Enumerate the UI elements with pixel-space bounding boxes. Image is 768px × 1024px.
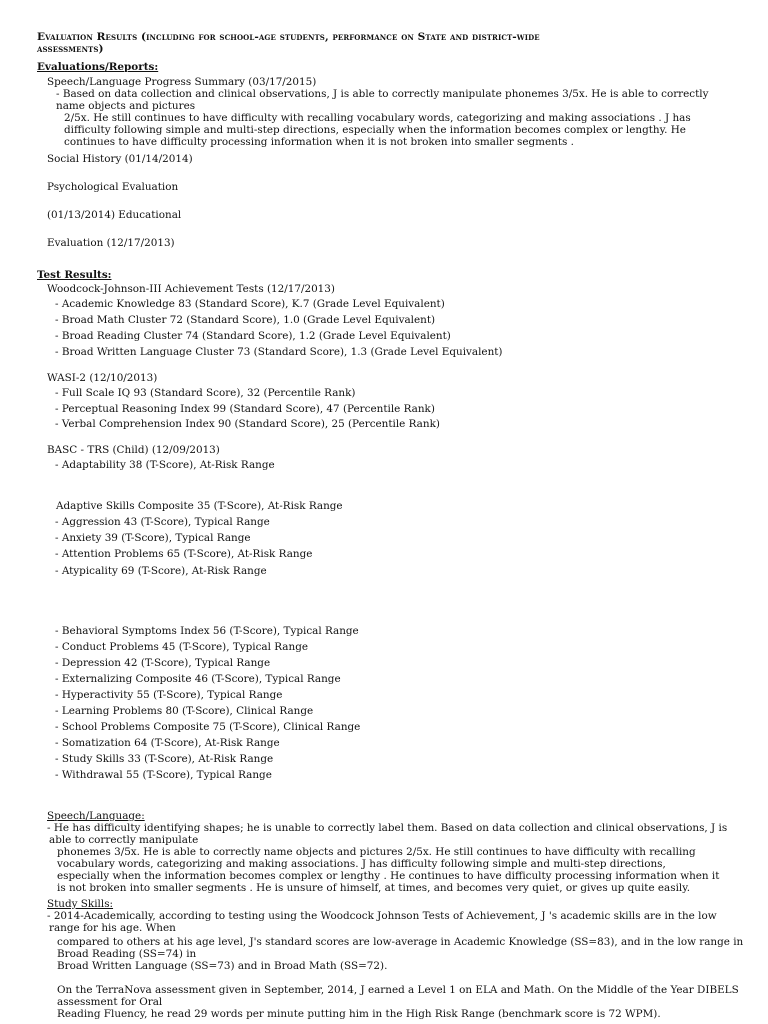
- list-item: - Withdrawal 55 (T-Score), Typical Range: [55, 769, 272, 781]
- terranova-line: assessment for Oral: [57, 996, 163, 1008]
- test-results-title: Test Results:: [37, 269, 112, 281]
- educational-evaluation: (01/13/2014) Educational: [47, 209, 182, 221]
- list-item: - Atypicality 69 (T-Score), At-Risk Range: [55, 565, 267, 577]
- study-skills-line: range for his age. When: [49, 922, 176, 934]
- study-skills-line: Broad Reading (SS=74) in: [57, 948, 197, 960]
- list-item: Adaptive Skills Composite 35 (T-Score), At-Risk Range: [56, 500, 343, 512]
- study-skills-title: Study Skills:: [47, 898, 114, 910]
- list-item: - Externalizing Composite 46 (T-Score), Typical Range: [55, 673, 341, 685]
- speech-language-line: especially when the information becomes complex or lengthy . He continues to have difficulty processing information when it: [57, 870, 720, 882]
- speech-summary-line: difficulty following simple and multi-step directions, especially when the information becomes complex or lengthy. He: [64, 124, 686, 136]
- psychological-evaluation: Psychological Evaluation: [47, 181, 179, 193]
- list-item: - Broad Reading Cluster 74 (Standard Score), 1.2 (Grade Level Equivalent): [55, 330, 451, 342]
- speech-language-line: able to correctly manipulate: [49, 834, 199, 846]
- study-skills-line: Broad Written Language (SS=73) and in Broad Math (SS=72).: [57, 960, 388, 972]
- list-item: - Conduct Problems 45 (T-Score), Typical Range: [55, 641, 308, 653]
- evaluation-date: Evaluation (12/17/2013): [47, 237, 175, 249]
- list-item: - Adaptability 38 (T-Score), At-Risk Range: [55, 459, 275, 471]
- speech-language-line: vocabulary words, categorizing and making associations. J has difficulty following simple and multi-step directions,: [57, 858, 666, 870]
- list-item: - Perceptual Reasoning Index 99 (Standard Score), 47 (Percentile Rank): [55, 403, 435, 415]
- list-item: - Learning Problems 80 (T-Score), Clinical Range: [55, 705, 314, 717]
- wj-title: Woodcock-Johnson-III Achievement Tests (12/17/2013): [47, 283, 335, 295]
- terranova-line: Reading Fluency, he read 29 words per minute putting him in the High Risk Range (benchmark score is 72 WPM).: [57, 1008, 661, 1020]
- list-item: - Anxiety 39 (T-Score), Typical Range: [55, 532, 251, 544]
- speech-language-line: phonemes 3/5x. He is able to correctly name objects and pictures 2/5x. He still continues to have difficulty with recalling: [57, 846, 696, 858]
- basc-title: BASC - TRS (Child) (12/09/2013): [47, 444, 220, 456]
- speech-language-line: is not broken into smaller segments . He is unsure of himself, at times, and becomes very quiet, or gives up quite easily.: [57, 882, 691, 894]
- list-item: - Attention Problems 65 (T-Score), At-Risk Range: [55, 548, 313, 560]
- study-skills-line: compared to others at his age level, J's standard scores are low-average in Academic Knowledge (SS=83), and in the low range in: [57, 936, 744, 948]
- wasi-title: WASI-2 (12/10/2013): [47, 372, 158, 384]
- speech-summary-line: - Based on data collection and clinical observations, J is able to correctly manipulate phonemes 3/5x. He is able to correctly: [56, 88, 709, 100]
- list-item: - Aggression 43 (T-Score), Typical Range: [55, 516, 270, 528]
- social-history: Social History (01/14/2014): [47, 153, 193, 165]
- evaluations-title: Evaluations/Reports:: [37, 61, 159, 73]
- list-item: - Full Scale IQ 93 (Standard Score), 32 (Percentile Rank): [55, 387, 356, 399]
- terranova-line: On the TerraNova assessment given in September, 2014, J earned a Level 1 on ELA and Math. On the Middle of the Year DIBELS: [57, 984, 739, 996]
- list-item: - Broad Math Cluster 72 (Standard Score), 1.0 (Grade Level Equivalent): [55, 314, 436, 326]
- list-item: - Study Skills 33 (T-Score), At-Risk Range: [55, 753, 274, 765]
- speech-summary-line: continues to have difficulty processing information when it is not broken into smaller segments .: [64, 136, 574, 148]
- section-heading-line2: assessments): [37, 43, 104, 55]
- section-heading-line1: Evaluation Results (including for school-age students, performance on State and district-wide: [37, 31, 540, 43]
- list-item: - Behavioral Symptoms Index 56 (T-Score), Typical Range: [55, 625, 359, 637]
- list-item: - Broad Written Language Cluster 73 (Standard Score), 1.3 (Grade Level Equivalent): [55, 346, 503, 358]
- list-item: - Hyperactivity 55 (T-Score), Typical Range: [55, 689, 283, 701]
- list-item: - Depression 42 (T-Score), Typical Range: [55, 657, 271, 669]
- speech-summary-title: Speech/Language Progress Summary (03/17/2015): [47, 76, 317, 88]
- list-item: - School Problems Composite 75 (T-Score), Clinical Range: [55, 721, 361, 733]
- speech-summary-line: name objects and pictures: [56, 100, 196, 112]
- list-item: - Somatization 64 (T-Score), At-Risk Range: [55, 737, 280, 749]
- speech-summary-line: 2/5x. He still continues to have difficulty with recalling vocabulary words, categorizing and making associations . J has: [64, 112, 691, 124]
- speech-language-title: Speech/Language:: [47, 810, 145, 822]
- list-item: - Verbal Comprehension Index 90 (Standard Score), 25 (Percentile Rank): [55, 418, 440, 430]
- speech-language-line: - He has difficulty identifying shapes; he is unable to correctly label them. Based on data collection and clinical observations, J is: [47, 822, 728, 834]
- list-item: - Academic Knowledge 83 (Standard Score), K.7 (Grade Level Equivalent): [55, 298, 445, 310]
- study-skills-line: - 2014-Academically, according to testing using the Woodcock Johnson Tests of Achievement, J 's academic skills are in the low: [47, 910, 717, 922]
